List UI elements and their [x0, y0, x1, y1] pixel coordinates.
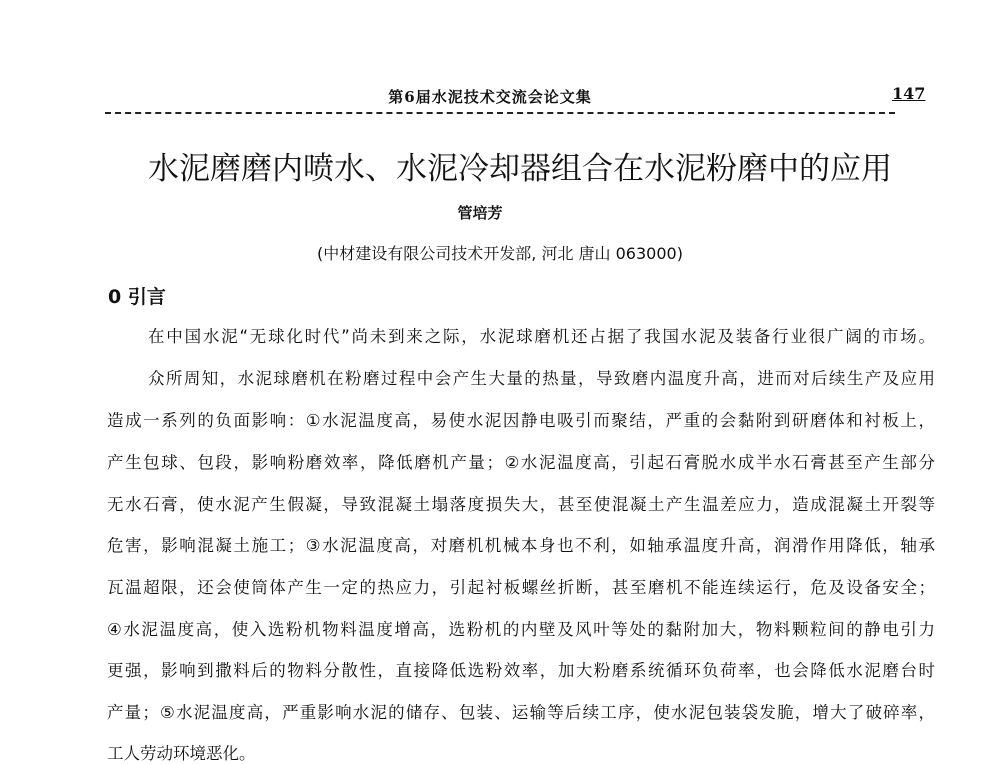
body-line: 更强，影响到撒料后的物料分散性，直接降低选粉效率，加大粉磨系统循环负荷率，也会降低水泥磨台时	[107, 661, 935, 680]
paper-title: 水泥磨磨内喷水、水泥冷却器组合在水泥粉磨中的应用	[148, 151, 892, 187]
body-line: ④水泥温度高，使入选粉机物料温度增高，选粉机的内壁及风叶等处的黏附加大，物料颗粒间的静电引力	[107, 620, 935, 639]
body-line: 危害，影响混凝土施工；③水泥温度高，对磨机机械本身也不利，如轴承温度升高，润滑作用降低，轴承	[107, 536, 935, 555]
page-number: 147	[892, 84, 926, 103]
running-head: 第6届水泥技术交流会论文集	[388, 88, 592, 106]
body-line: 造成一系列的负面影响：①水泥温度高，易使水泥因静电吸引而聚结，严重的会黏附到研磨体和衬板上，	[107, 411, 935, 430]
section-heading: 0 引言	[108, 286, 166, 308]
body-line: 众所周知，水泥球磨机在粉磨过程中会产生大量的热量，导致磨内温度升高，进而对后续生产及应用	[148, 369, 935, 388]
body-line: 工人劳动环境恶化。	[107, 744, 256, 763]
body-line: 产量；⑤水泥温度高，严重影响水泥的储存、包装、运输等后续工序，使水泥包装袋发脆，增大了破碎率，	[107, 703, 935, 722]
body-line: 无水石膏，使水泥产生假凝，导致混凝土塌落度损失大，甚至使混凝土产生温差应力，造成混凝土开裂等	[107, 495, 935, 514]
body-line: 在中国水泥“无球化时代”尚未到来之际，水泥球磨机还占据了我国水泥及装备行业很广阔的市场。	[148, 327, 935, 346]
affiliation: (中材建设有限公司技术开发部, 河北 唐山 063000)	[317, 244, 683, 263]
body-line: 产生包球、包段，影响粉磨效率，降低磨机产量；②水泥温度高，引起石膏脱水成半水石膏甚至产生部分	[107, 453, 935, 472]
header-rule	[105, 112, 895, 114]
body-line: 瓦温超限，还会使筒体产生一定的热应力，引起衬板螺丝折断，甚至磨机不能连续运行，危及设备安全；	[107, 578, 935, 597]
author: 管培芳	[457, 204, 503, 222]
